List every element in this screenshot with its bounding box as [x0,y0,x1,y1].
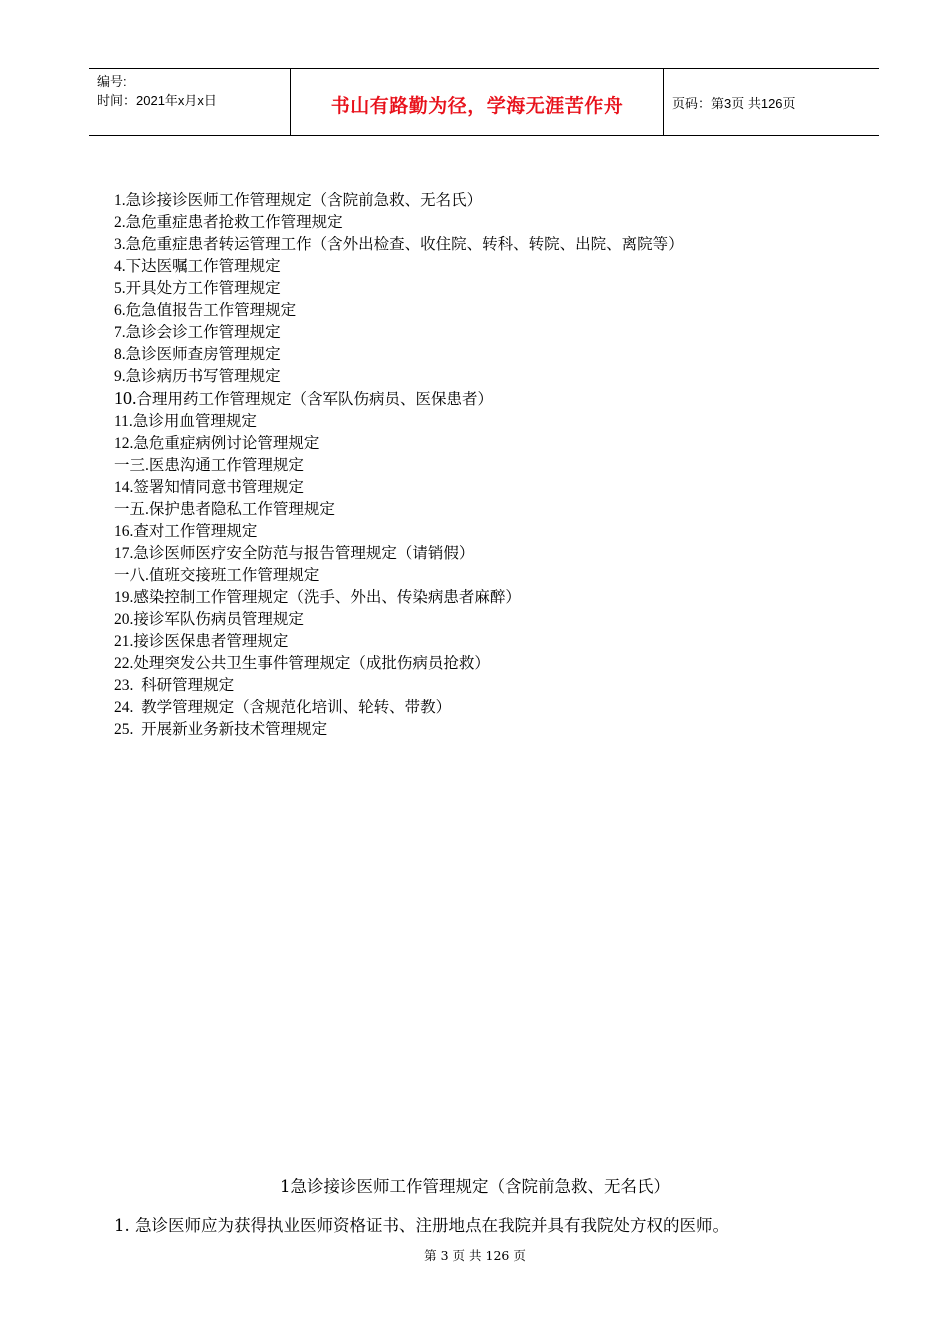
motto-text: 书山有路勤为径，学海无涯苦作舟 [330,94,624,117]
toc-item [114,674,684,696]
toc-item [114,387,684,410]
toc-item-number: 3. [114,236,126,253]
toc-item [114,410,684,432]
toc-item [114,299,684,321]
toc-item-number: 16. [114,523,134,540]
toc-item [114,718,684,740]
toc-item [114,189,684,211]
toc-item-number: 4. [114,258,126,275]
toc-item-number: 19. [114,589,134,606]
toc-item-number: 23. [114,677,142,694]
toc-item-text: 急诊医师查房管理规定 [125,345,281,363]
toc-item-text: 查对工作管理规定 [133,522,258,540]
toc-item-text: 急诊医师医疗安全防范与报告管理规定（请销假） [133,544,475,562]
toc-item-number: 17. [114,545,134,562]
toc-item-number: 20. [114,611,134,628]
toc-item [114,255,684,277]
toc-item-text: 急诊用血管理规定 [132,412,257,430]
toc-item-number: 一八. [114,567,149,584]
toc-item [114,476,684,498]
code-label: 编号: [97,74,127,89]
toc-item-text: 急危重症病例讨论管理规定 [133,434,320,452]
toc-item-text: 保护患者隐私工作管理规定 [148,500,335,518]
toc-item-text: 急诊病历书写管理规定 [125,367,281,385]
toc-item-number: 2. [114,214,126,231]
toc-item-text: 合理用药工作管理规定（含军队伤病员、医保患者） [136,390,494,408]
toc-item-number: 24. [114,699,142,716]
header-meta-cell [89,69,291,135]
toc-item [114,233,684,255]
toc-item-text: 处理突发公共卫生事件管理规定（成批伤病员抢救） [133,654,490,672]
toc-item [114,211,684,233]
toc-item-number: 10. [114,388,137,408]
toc-item-text: 值班交接班工作管理规定 [148,566,320,584]
toc-item-text: 下达医嘱工作管理规定 [125,257,281,275]
toc-item-text: 急危重症患者转运管理工作（含外出检查、收住院、转科、转院、出院、离院等） [125,235,684,253]
toc-item [114,321,684,343]
toc-item-number: 6. [114,302,126,319]
toc-item [114,696,684,718]
toc-item-text: 感染控制工作管理规定（洗手、外出、传染病患者麻醉） [133,588,521,606]
toc-item-text: 接诊医保患者管理规定 [133,632,289,650]
toc-item-text: 急诊会诊工作管理规定 [125,323,281,341]
section-paragraph: 1. 急诊医师应为获得执业医师资格证书、注册地点在我院并具有我院处方权的医师。 [114,1216,729,1235]
toc-item [114,564,684,586]
toc-item [114,432,684,454]
toc-item-number: 21. [114,633,134,650]
toc-item-number: 8. [114,346,126,363]
toc-item-number: 14. [114,479,134,496]
toc-item [114,277,684,299]
toc-item-number: 1. [114,192,126,209]
toc-item-number: 12. [114,435,134,452]
toc-item [114,454,684,476]
toc-item [114,608,684,630]
toc-item-text: 医患沟通工作管理规定 [148,456,304,474]
toc-item-number: 9. [114,368,126,385]
toc-item-text: 接诊军队伤病员管理规定 [133,610,304,628]
toc-item-number: 25. [114,721,142,738]
toc-item [114,630,684,652]
toc-item-number: 一五. [114,501,149,518]
toc-item-text: 科研管理规定 [141,676,235,694]
toc-item-text: 急危重症患者抢救工作管理规定 [125,213,343,231]
toc-item-number: 一三. [114,457,149,474]
table-of-contents [114,189,684,740]
toc-item-text: 开展新业务新技术管理规定 [141,720,328,738]
toc-item-number: 5. [114,280,126,297]
toc-item [114,365,684,387]
page-footer: 第 3 页 共 126 页 [424,1248,526,1263]
toc-item [114,520,684,542]
header-page-cell [664,69,879,135]
section-title: 1急诊接诊医师工作管理规定（含院前急救、无名氏） [280,1177,670,1196]
toc-item-text: 开具处方工作管理规定 [125,279,281,297]
toc-item-text: 危急值报告工作管理规定 [125,301,297,319]
header-motto-cell [291,69,664,135]
toc-item-text: 教学管理规定（含规范化培训、轮转、带教） [141,698,452,716]
time-label: 时间：2021年x月x日 [97,93,217,108]
toc-item-number: 11. [114,413,133,430]
toc-item-number: 7. [114,324,126,341]
toc-item-number: 22. [114,655,134,672]
toc-item [114,343,684,365]
page-info: 页码：第3页 共126页 [672,95,796,111]
toc-item-text: 签署知情同意书管理规定 [133,478,304,496]
toc-item [114,498,684,520]
toc-item [114,586,684,608]
toc-item [114,652,684,674]
toc-item [114,542,684,564]
toc-item-text: 急诊接诊医师工作管理规定（含院前急救、无名氏） [125,191,483,209]
page-header [89,68,879,136]
